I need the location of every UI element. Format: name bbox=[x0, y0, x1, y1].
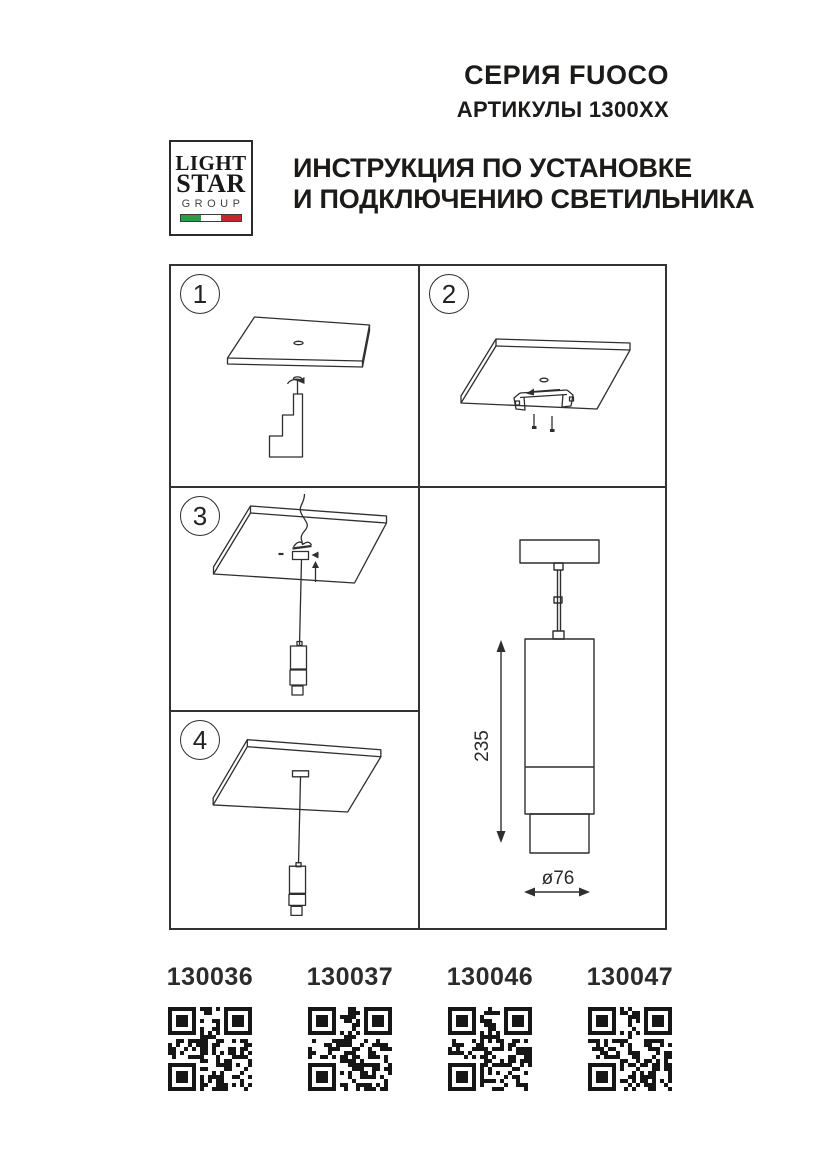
logo-word-star: STAR bbox=[176, 169, 246, 198]
step-4-panel bbox=[171, 712, 420, 928]
qr-code bbox=[168, 1007, 252, 1091]
instruction-title bbox=[293, 153, 755, 215]
step-2-panel bbox=[420, 266, 665, 488]
qr-code bbox=[588, 1007, 672, 1091]
instruction-title-line1: ИНСТРУКЦИЯ ПО УСТАНОВКЕ bbox=[293, 153, 692, 183]
step-1-panel bbox=[171, 266, 420, 488]
instruction-grid bbox=[169, 264, 667, 930]
series-articles: АРТИКУЛЫ 1300XX bbox=[456, 97, 669, 122]
product-code: 130036 bbox=[166, 963, 254, 991]
logo-word-group: GROUP bbox=[181, 198, 245, 210]
series-header bbox=[457, 60, 669, 123]
lamp-dimensions-panel bbox=[420, 488, 665, 928]
product-code: 130046 bbox=[446, 963, 534, 991]
lightstar-logo bbox=[169, 140, 253, 236]
instruction-title-line2: И ПОДКЛЮЧЕНИЮ СВЕТИЛЬНИКА bbox=[293, 184, 755, 214]
product-130047 bbox=[570, 963, 690, 1091]
qr-code bbox=[308, 1007, 392, 1091]
step-4-badge: 4 bbox=[180, 720, 220, 760]
italy-flag-icon bbox=[180, 214, 242, 222]
step-1-badge: 1 bbox=[180, 274, 220, 314]
product-130046 bbox=[430, 963, 550, 1091]
product-code: 130047 bbox=[586, 963, 674, 991]
height-dimension-label: 235 bbox=[472, 730, 493, 762]
product-130036 bbox=[150, 963, 270, 1091]
step-2-badge: 2 bbox=[429, 274, 469, 314]
qr-code bbox=[448, 1007, 532, 1091]
series-title: СЕРИЯ FUOCO bbox=[464, 60, 669, 90]
logo-word-light: LIGHT bbox=[175, 151, 247, 175]
product-130037 bbox=[290, 963, 410, 1091]
step-3-badge: 3 bbox=[180, 496, 220, 536]
diameter-dimension-label: ø76 bbox=[541, 868, 575, 889]
drawing-lamp-dimensions bbox=[420, 488, 665, 928]
step-3-panel bbox=[171, 488, 420, 712]
product-code: 130037 bbox=[306, 963, 394, 991]
